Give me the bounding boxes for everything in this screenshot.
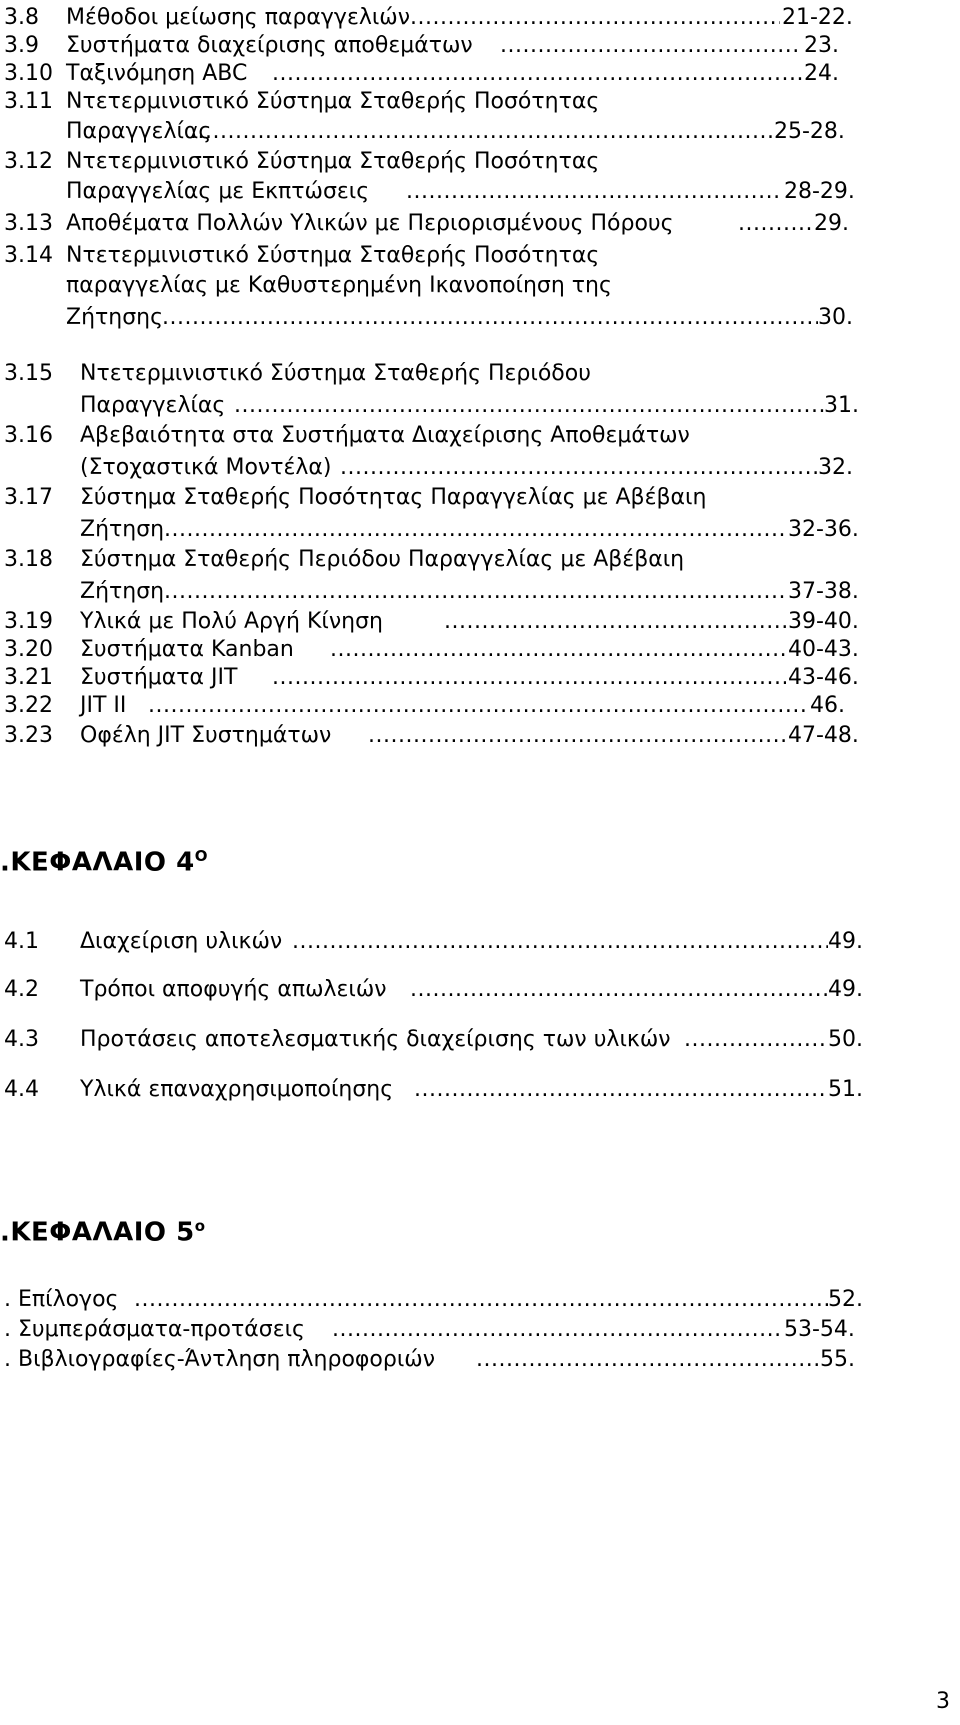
- toc-number: 3.20: [4, 637, 53, 662]
- toc-title: Ντετερμινιστικό Σύστημα Σταθερής Ποσότητας: [66, 149, 600, 174]
- toc-pages: 40-43.: [788, 637, 859, 662]
- toc-number: 3.10: [4, 61, 53, 86]
- toc-title: Αποθέματα Πολλών Υλικών με Περιορισμένους Πόρους: [66, 211, 674, 236]
- toc-number: 3.13: [4, 211, 53, 236]
- toc-entry-continued: [0, 268, 960, 304]
- toc-number: 3.17: [4, 485, 53, 510]
- toc-entry: [0, 718, 960, 754]
- toc-pages: 52.: [828, 1287, 863, 1312]
- chapter-5-heading: [0, 1206, 206, 1253]
- toc-entry: [0, 542, 960, 578]
- toc-number: 3.15: [4, 361, 53, 386]
- toc-number: 4.2: [4, 977, 39, 1002]
- toc-number: 4.4: [4, 1077, 39, 1102]
- toc-pages: 51.: [828, 1077, 863, 1102]
- toc-title: Υλικά επαναχρησιμοποίησης: [80, 1077, 394, 1102]
- toc-pages: 47-48.: [788, 723, 859, 748]
- toc-title: JIT II: [80, 693, 127, 718]
- toc-pages: 24.: [804, 61, 839, 86]
- chapter-4-heading: [0, 836, 208, 883]
- toc-pages: 30.: [818, 305, 853, 330]
- toc-title-continued: Ζήτηση: [80, 517, 165, 542]
- toc-entry: [0, 1072, 960, 1108]
- toc-number: 3.16: [4, 423, 53, 448]
- toc-pages: 39-40.: [788, 609, 859, 634]
- toc-entry: [0, 206, 960, 242]
- toc-pages: 46.: [810, 693, 845, 718]
- toc-pages: 50.: [828, 1027, 863, 1052]
- toc-number: 3.23: [4, 723, 53, 748]
- heading-superscript: ο: [194, 1217, 206, 1235]
- toc-pages: 31.: [824, 393, 859, 418]
- toc-number: 3.21: [4, 665, 53, 690]
- toc-pages: 53-54.: [784, 1317, 855, 1342]
- toc-number: 4.1: [4, 929, 39, 954]
- leader-dots: [738, 206, 812, 242]
- toc-number: 3.8: [4, 5, 39, 30]
- toc-pages: 37-38.: [788, 579, 859, 604]
- toc-pages: 49.: [828, 977, 863, 1002]
- toc-title: Υλικά με Πολύ Αργή Κίνηση: [80, 609, 383, 634]
- toc-entry-continued: [0, 174, 960, 210]
- toc-entry: [0, 972, 960, 1008]
- toc-pages: 32-36.: [788, 517, 859, 542]
- toc-title: Προτάσεις αποτελεσματικής διαχείρισης των υλικών: [80, 1027, 671, 1052]
- toc-number: 3.11: [4, 89, 53, 114]
- toc-title-continued: Ζήτηση: [80, 579, 165, 604]
- toc-title-continued: Παραγγελίας με Εκπτώσεις: [66, 179, 370, 204]
- toc-entry-continued: [0, 300, 960, 336]
- toc-pages: 29.: [814, 211, 849, 236]
- toc-title: . Βιβλιογραφίες-Άντληση πληροφοριών: [4, 1347, 436, 1372]
- toc-pages: 55.: [820, 1347, 855, 1372]
- toc-title: Ντετερμινιστικό Σύστημα Σταθερής Ποσότητας: [66, 243, 600, 268]
- heading-text: .ΚΕΦΑΛΑΙΟ 4: [0, 847, 195, 878]
- toc-pages: 25-28.: [774, 119, 845, 144]
- toc-number: 3.22: [4, 693, 53, 718]
- toc-title: Σύστημα Σταθερής Ποσότητας Παραγγελίας με Αβέβαιη: [80, 485, 707, 510]
- toc-pages: 23.: [804, 33, 839, 58]
- heading-superscript: Ο: [194, 847, 208, 865]
- toc-title: Σύστημα Σταθερής Περιόδου Παραγγελίας με Αβέβαιη: [80, 547, 685, 572]
- toc-pages: 49.: [828, 929, 863, 954]
- page-number: 3: [936, 1689, 950, 1714]
- leader-dots: [476, 1342, 820, 1378]
- toc-entry: [0, 418, 960, 454]
- toc-title: Ντετερμινιστικό Σύστημα Σταθερής Περιόδου: [80, 361, 591, 386]
- toc-title: Τρόποι αποφυγής απωλειών: [80, 977, 387, 1002]
- toc-title: . Συμπεράσματα-προτάσεις: [4, 1317, 305, 1342]
- leader-dots: [684, 1022, 828, 1058]
- toc-title: Συστήματα JIT: [80, 665, 238, 690]
- leader-dots: [414, 1072, 828, 1108]
- toc-number: 3.14: [4, 243, 53, 268]
- toc-title: Μέθοδοι μείωσης παραγγελιών: [66, 5, 411, 30]
- toc-title: . Επίλογος: [4, 1287, 119, 1312]
- toc-number: 4.3: [4, 1027, 39, 1052]
- toc-title: Οφέλη JIT Συστημάτων: [80, 723, 332, 748]
- toc-title: Αβεβαιότητα στα Συστήματα Διαχείρισης Αποθεμάτων: [80, 423, 690, 448]
- toc-number: 3.9: [4, 33, 39, 58]
- toc-entry: [0, 924, 960, 960]
- toc-number: 3.18: [4, 547, 53, 572]
- toc-title: Ντετερμινιστικό Σύστημα Σταθερής Ποσότητας: [66, 89, 600, 114]
- toc-title-continued: (Στοχαστικά Μοντέλα): [80, 455, 332, 480]
- toc-entry: [0, 1022, 960, 1058]
- toc-entry: [0, 1342, 960, 1378]
- heading-text: .ΚΕΦΑΛΑΙΟ 5: [0, 1217, 195, 1248]
- toc-pages: 28-29.: [784, 179, 855, 204]
- toc-title: Συστήματα Kanban: [80, 637, 294, 662]
- leader-dots: [410, 972, 828, 1008]
- toc-number: 3.12: [4, 149, 53, 174]
- toc-title-continued: Παραγγελίας: [66, 119, 212, 144]
- toc-pages: 21-22.: [782, 5, 853, 30]
- toc-title: Ταξινόμηση ABC: [66, 61, 248, 86]
- toc-number: 3.19: [4, 609, 53, 634]
- toc-entry: [0, 480, 960, 516]
- toc-title-continued: Ζήτησης: [66, 305, 164, 330]
- toc-pages: 32.: [818, 455, 853, 480]
- toc-title-continued: παραγγελίας με Καθυστερημένη Ικανοποίηση της: [66, 273, 612, 298]
- toc-title-continued: Παραγγελίας: [80, 393, 226, 418]
- toc-title: Συστήματα διαχείρισης αποθεμάτων: [66, 33, 473, 58]
- toc-pages: 43-46.: [788, 665, 859, 690]
- leader-dots: [292, 924, 828, 960]
- leader-dots: [406, 174, 782, 210]
- toc-title: Διαχείριση υλικών: [80, 929, 283, 954]
- toc-entry: [0, 356, 960, 392]
- leader-dots: [162, 300, 818, 336]
- leader-dots: [368, 718, 788, 754]
